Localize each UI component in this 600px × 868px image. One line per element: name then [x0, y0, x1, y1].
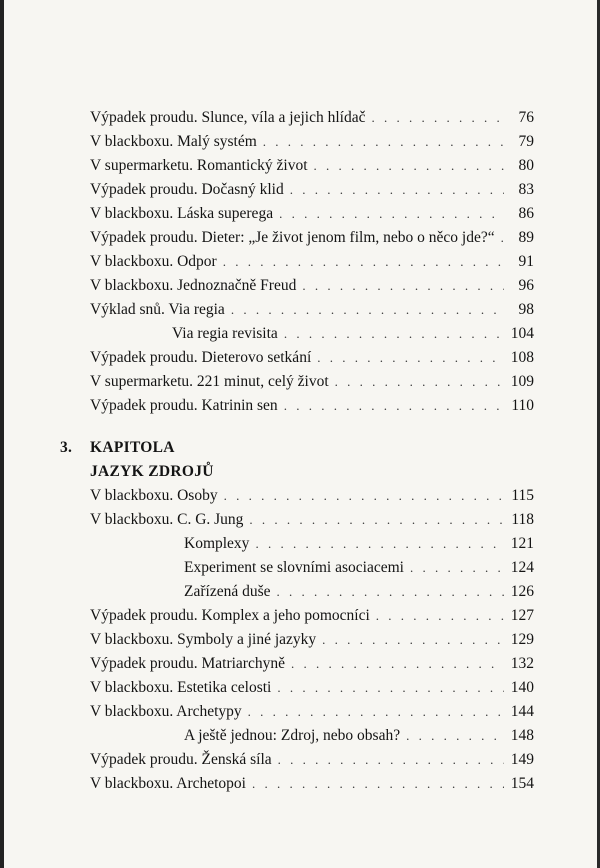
chapter-number: 3. [60, 439, 73, 456]
toc-entry-page-number: 83 [518, 181, 534, 198]
toc-entry-title: V blackboxu. C. G. Jung [90, 511, 244, 528]
toc-entry [90, 322, 534, 346]
toc-entry-title: V blackboxu. Malý systém [90, 133, 257, 150]
toc-entry [90, 274, 534, 298]
dot-leader [279, 202, 504, 226]
dot-leader [252, 772, 504, 796]
toc-entry-page-number: 148 [510, 727, 534, 744]
toc-section-1 [90, 106, 534, 418]
dot-leader [290, 178, 504, 202]
toc-entry-title: V supermarketu. 221 minut, celý život [90, 373, 329, 390]
toc-entry-title: Výpadek proudu. Ženská síla [90, 751, 272, 768]
toc-entry-title: V supermarketu. Romantický život [90, 157, 308, 174]
toc-entry-title: Výklad snů. Via regia [90, 301, 225, 318]
toc-entry-page-number: 144 [510, 703, 534, 720]
toc-entry-title: Zařízená duše [184, 583, 271, 600]
dot-leader [223, 250, 504, 274]
dot-leader [302, 274, 504, 298]
toc-entry-page-number: 154 [510, 775, 534, 792]
toc-entry [90, 604, 534, 628]
dot-leader [255, 532, 504, 556]
toc-entry-title: Via regia revisita [172, 325, 278, 342]
toc-entry-page-number: 89 [518, 229, 534, 246]
toc-entry [90, 346, 534, 370]
toc-entry [90, 772, 534, 796]
toc-entry [90, 202, 534, 226]
dot-leader [322, 628, 504, 652]
dot-leader [248, 700, 504, 724]
toc-entry-page-number: 127 [510, 607, 534, 624]
toc-entry-title: Výpadek proudu. Dieter: „Je život jenom film, nebo o něco jde?“ [90, 229, 495, 246]
toc-entry-page-number: 98 [518, 301, 534, 318]
toc-entry-page-number: 96 [518, 277, 534, 294]
toc-entry-title: V blackboxu. Archetopoi [90, 775, 246, 792]
toc-entry-page-number: 108 [510, 349, 534, 366]
toc-entry-title: Výpadek proudu. Matriarchyně [90, 655, 285, 672]
toc-entry-page-number: 132 [510, 655, 534, 672]
toc-entry-title: V blackboxu. Láska superega [90, 205, 274, 222]
toc-entry [90, 130, 534, 154]
dot-leader [406, 724, 504, 748]
dot-leader [224, 484, 504, 508]
toc-entry-title: Výpadek proudu. Katrinin sen [90, 397, 278, 414]
dot-leader [278, 748, 504, 772]
toc-entry-page-number: 79 [518, 133, 534, 150]
toc-entry-page-number: 124 [510, 559, 534, 576]
toc-entry-page-number: 109 [510, 373, 534, 390]
toc-entry-page-number: 80 [518, 157, 534, 174]
toc-entry-page-number: 104 [510, 325, 534, 342]
toc-entry [90, 532, 534, 556]
dot-leader [291, 652, 504, 676]
dot-leader [277, 676, 504, 700]
toc-entry [90, 370, 534, 394]
dot-leader [231, 298, 504, 322]
toc-entry [90, 394, 534, 418]
toc-entry [90, 250, 534, 274]
toc-entry-title: Výpadek proudu. Slunce, víla a jejich hlídač [90, 109, 366, 126]
toc-entry-title: Experiment se slovními asociacemi [184, 559, 404, 576]
toc-entry [90, 508, 534, 532]
dot-leader [371, 106, 504, 130]
toc-entry [90, 580, 534, 604]
toc-entry-page-number: 140 [510, 679, 534, 696]
dot-leader [501, 226, 504, 250]
dot-leader [335, 370, 504, 394]
toc-entry-page-number: 118 [511, 511, 534, 528]
dot-leader [249, 508, 504, 532]
toc-entry [90, 178, 534, 202]
toc-entry [90, 556, 534, 580]
toc-entry-title: V blackboxu. Archetypy [90, 703, 242, 720]
page-edge-left [0, 0, 4, 868]
chapter-heading [60, 436, 534, 484]
dot-leader [376, 604, 504, 628]
toc-entry-page-number: 115 [511, 487, 534, 504]
toc-entry-page-number: 121 [510, 535, 534, 552]
table-of-contents [60, 106, 534, 796]
toc-entry [90, 628, 534, 652]
toc-entry-page-number: 126 [510, 583, 534, 600]
chapter-label: KAPITOLA [90, 439, 175, 456]
chapter-title: JAZYK ZDROJŮ [90, 463, 214, 480]
toc-section-2 [90, 484, 534, 796]
toc-entry [90, 676, 534, 700]
toc-entry-title: V blackboxu. Odpor [90, 253, 217, 270]
toc-entry-title: Výpadek proudu. Dieterovo setkání [90, 349, 312, 366]
section-gap [90, 418, 534, 436]
dot-leader [277, 580, 505, 604]
toc-entry-title: V blackboxu. Jednoznačně Freud [90, 277, 297, 294]
toc-entry-title: Výpadek proudu. Komplex a jeho pomocníci [90, 607, 370, 624]
toc-entry [90, 652, 534, 676]
toc-entry [90, 298, 534, 322]
toc-entry [90, 226, 534, 250]
toc-entry [90, 748, 534, 772]
toc-entry [90, 106, 534, 130]
toc-entry [90, 700, 534, 724]
toc-entry-title: V blackboxu. Estetika celosti [90, 679, 272, 696]
toc-entry [90, 484, 534, 508]
toc-entry-title: Komplexy [184, 535, 250, 552]
toc-entry [90, 154, 534, 178]
dot-leader [314, 154, 504, 178]
toc-entry-page-number: 91 [518, 253, 534, 270]
toc-entry-page-number: 110 [511, 397, 534, 414]
toc-entry-title: V blackboxu. Symboly a jiné jazyky [90, 631, 317, 648]
dot-leader [410, 556, 504, 580]
dot-leader [317, 346, 504, 370]
dot-leader [284, 322, 504, 346]
toc-entry-title: Výpadek proudu. Dočasný klid [90, 181, 284, 198]
toc-entry-page-number: 149 [510, 751, 534, 768]
toc-entry [90, 724, 534, 748]
toc-entry-page-number: 86 [518, 205, 534, 222]
dot-leader [284, 394, 504, 418]
dot-leader [263, 130, 504, 154]
toc-entry-title: A ještě jednou: Zdroj, nebo obsah? [184, 727, 401, 744]
toc-entry-page-number: 129 [510, 631, 534, 648]
toc-entry-page-number: 76 [518, 109, 534, 126]
toc-entry-title: V blackboxu. Osoby [90, 487, 218, 504]
